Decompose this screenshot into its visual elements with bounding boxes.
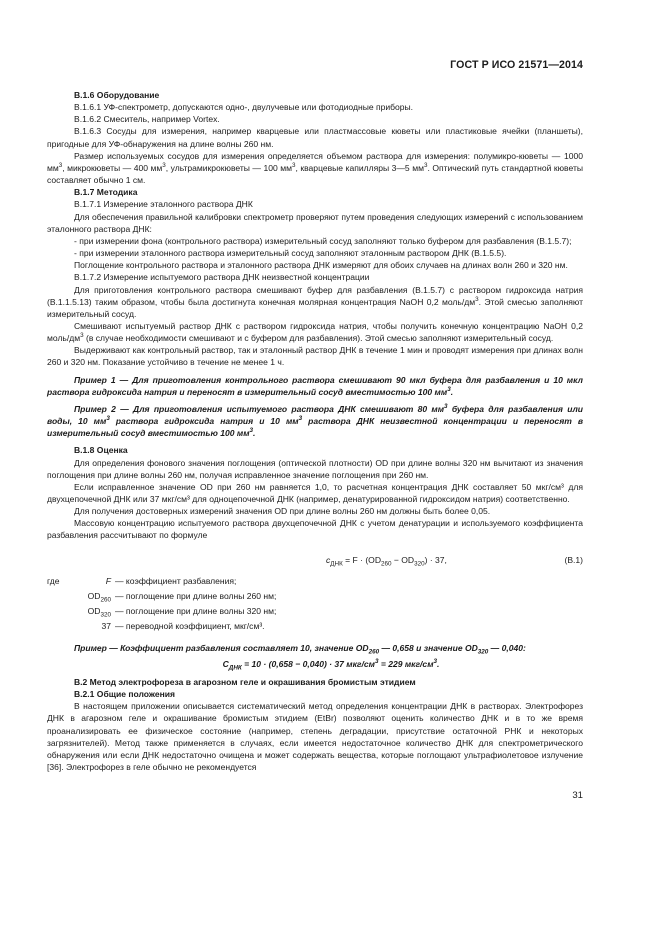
paragraph: Размер используемых сосудов для измерения определяется объемом раствора для измерения: полумикро-кюветы — 1000 $мм^3$, микрокюветы — 400 $мм^3$, ультрамикрокюветы — 100 $мм^3$, кварцевые капилляры 3—5 $мм^3$. Оптический путь стандартной кюветы составляет обычно 1 см. xyxy=(47,150,583,186)
paragraph: Для получения достоверных измерений значения OD при длине волны 260 нм должны быть более 0,05. xyxy=(74,506,491,517)
paragraph: Для приготовления контрольного раствора смешивают буфер для разбавления (B.1.5.7) с раствором гидроксида натрия (B.1.1.5.13) таким образом, чтобы была достигнута конечная молярная концентрация NaOH 0,2 моль/$дм^3$. Этой смесью заполняют измерительный сосуд. xyxy=(47,284,583,319)
legend-definition: — переводной коэффициент, мкг/см³. xyxy=(115,621,265,632)
paragraph: Поглощение контрольного раствора и эталонного раствора ДНК измеряют для обоих случаев на длинах волн 260 и 320 нм. xyxy=(74,260,568,271)
document-header: ГОСТ Р ИСО 21571—2014 xyxy=(450,59,583,71)
paragraph: Массовую концентрацию испытуемого раствора двухцепочечной ДНК с учетом денатурации и используемого коэффициента разбавления рассчитывают по формуле xyxy=(47,518,583,541)
example-2: Пример 2 — Для приготовления испытуемого раствора ДНК смешивают 80 $мм^3$ буфера для разбавления или воды, 10 $мм^3$ раствора гидроксида натрия и 10 $мм^3$ раствора ДНК неизвестной концентрации и переносят в измерительный сосуд вместимостью 100 $мм^3$. xyxy=(47,403,583,439)
list-item: - при измерении фона (контрольного раствора) измерительный сосуд заполняют только буфером для разбавления (B.1.5.7); xyxy=(74,235,572,246)
paragraph: В настоящем приложении описывается систематический метод определения концентрации ДНК в растворах. Электрофорез ДНК в агарозном геле и окрашивание бромистым этидием (EtBr) позволяют оценить количество ДНК и в то же время проанализировать ее физическое состояние (например, степень деградации, присутствие остаточной РНК и некоторых загрязнителей). Метод также применяется в случаях, если имеется недостаточное количество ДНК для спектрометрического обнаружения или если ДНК недостаточно очищена и может содержать вещества, которые поглощают ультрафиолетовое излучение [36]. Электрофорез в геле обычно не рекомендуется xyxy=(47,701,583,773)
paragraph: Смешивают испытуемый раствор ДНК с раствором гидроксида натрия, чтобы получить конечную концентрацию NaOH 0,2 моль/$дм^3$ (в случае необходимости смешивают и с буфером для разбавления). Этой смесью заполняют измерительный сосуд. xyxy=(47,320,583,344)
paragraph: Выдерживают как контрольный раствор, так и эталонный раствор ДНК в течение 1 мин и проводят измерения при длинах волн 260 и 320 нм. Показание устойчиво в течение не менее 1 ч. xyxy=(47,345,583,368)
section-heading-b18: B.1.8 Оценка xyxy=(74,445,128,456)
example-3-formula: $C_{ДНК} = 10 \cdot (0,658 - 0,040) \cdot 37$ мкг/$см^3 = 229$ мкг/$см^3$. xyxy=(222,657,440,672)
section-heading-b2: B.2 Метод электрофореза в агарозном геле и окрашивания бромистым этидием xyxy=(74,676,416,687)
legend-row xyxy=(47,604,583,619)
section-heading-b16: B.1.6 Оборудование xyxy=(74,90,160,100)
legend-definition: — поглощение при длине волны 260 нм; xyxy=(115,591,277,602)
paragraph: B.1.6.3 Сосуды для измерения, например кварцевые или пластмассовые кюветы или пластиковые ячейки (планшеты), пригодные для УФ-обнаружения на длине волны 260 нм. xyxy=(47,126,583,149)
paragraph: B.1.7.1 Измерение эталонного раствора ДНК xyxy=(74,199,253,210)
formula-expression: $c_{ДНК} = F \cdot (OD_{260} - OD_{320}) \cdot 37$, xyxy=(326,554,447,568)
page-body xyxy=(47,89,583,773)
page-number: 31 xyxy=(572,790,583,801)
paragraph: B.1.7.2 Измерение испытуемого раствора ДНК неизвестной концентрации xyxy=(74,272,370,283)
formula-b1 xyxy=(47,548,583,574)
paragraph: Для обеспечения правильной калибровки спектрометр проверяют путем проведения следующих измерений с использованием эталонного раствора ДНК: xyxy=(47,211,583,234)
example-3: Пример — Коэффициент разбавления составляет 10, значение $OD_{260}$ — 0,658 и значение $OD_{320}$ — 0,040: xyxy=(74,642,526,656)
legend-symbol: 37 xyxy=(101,621,111,632)
list-item: - при измерении эталонного раствора измерительный сосуд заполняют эталонным раствором ДНК (B.1.5.5). xyxy=(74,248,507,259)
legend-definition: — поглощение при длине волны 320 нм; xyxy=(115,606,277,617)
legend-symbol: $OD_{260}$ xyxy=(87,591,111,604)
variable-legend xyxy=(47,574,583,634)
legend-symbol: F xyxy=(105,576,111,587)
example-1: Пример 1 — Для приготовления контрольного раствора смешивают 90 мкл буфера для разбавления и 10 мкл раствора гидроксида натрия и переносят в измерительный сосуд вместимостью 100 $мм^3$. xyxy=(47,374,583,397)
section-heading-b17: B.1.7 Методика xyxy=(74,187,138,198)
legend-row: где F — коэффициент разбавления; xyxy=(47,576,237,587)
legend-row xyxy=(47,619,583,634)
paragraph: Если исправленное значение OD при 260 нм равняется 1,0, то расчетная концентрация ДНК составляет 50 мкг/см³ для двухцепочечной ДНК или 37 мкг/см³ для одноцепочечной ДНК (например, денатурированной гидроксидом натрия) соответственно. xyxy=(47,481,583,504)
legend-row xyxy=(47,589,583,604)
formula-number: (B.1) xyxy=(564,554,583,565)
legend-symbol: $OD_{320}$ xyxy=(87,606,111,619)
paragraph: B.1.6.1 УФ-спектрометр, допускаются одно-, двулучевые или фотодиодные приборы. xyxy=(74,102,414,113)
paragraph: B.1.6.2 Смеситель, например Vortex. xyxy=(74,114,220,125)
paragraph: Для определения фонового значения поглощения (оптической плотности) OD при длине волны 320 нм вычитают из значения поглощения при длине волны 260 нм, получая исправленное значение поглощения при 260 нм. xyxy=(47,457,583,480)
section-heading-b21: B.2.1 Общие положения xyxy=(74,689,176,700)
legend-definition: — коэффициент разбавления; xyxy=(115,576,237,587)
